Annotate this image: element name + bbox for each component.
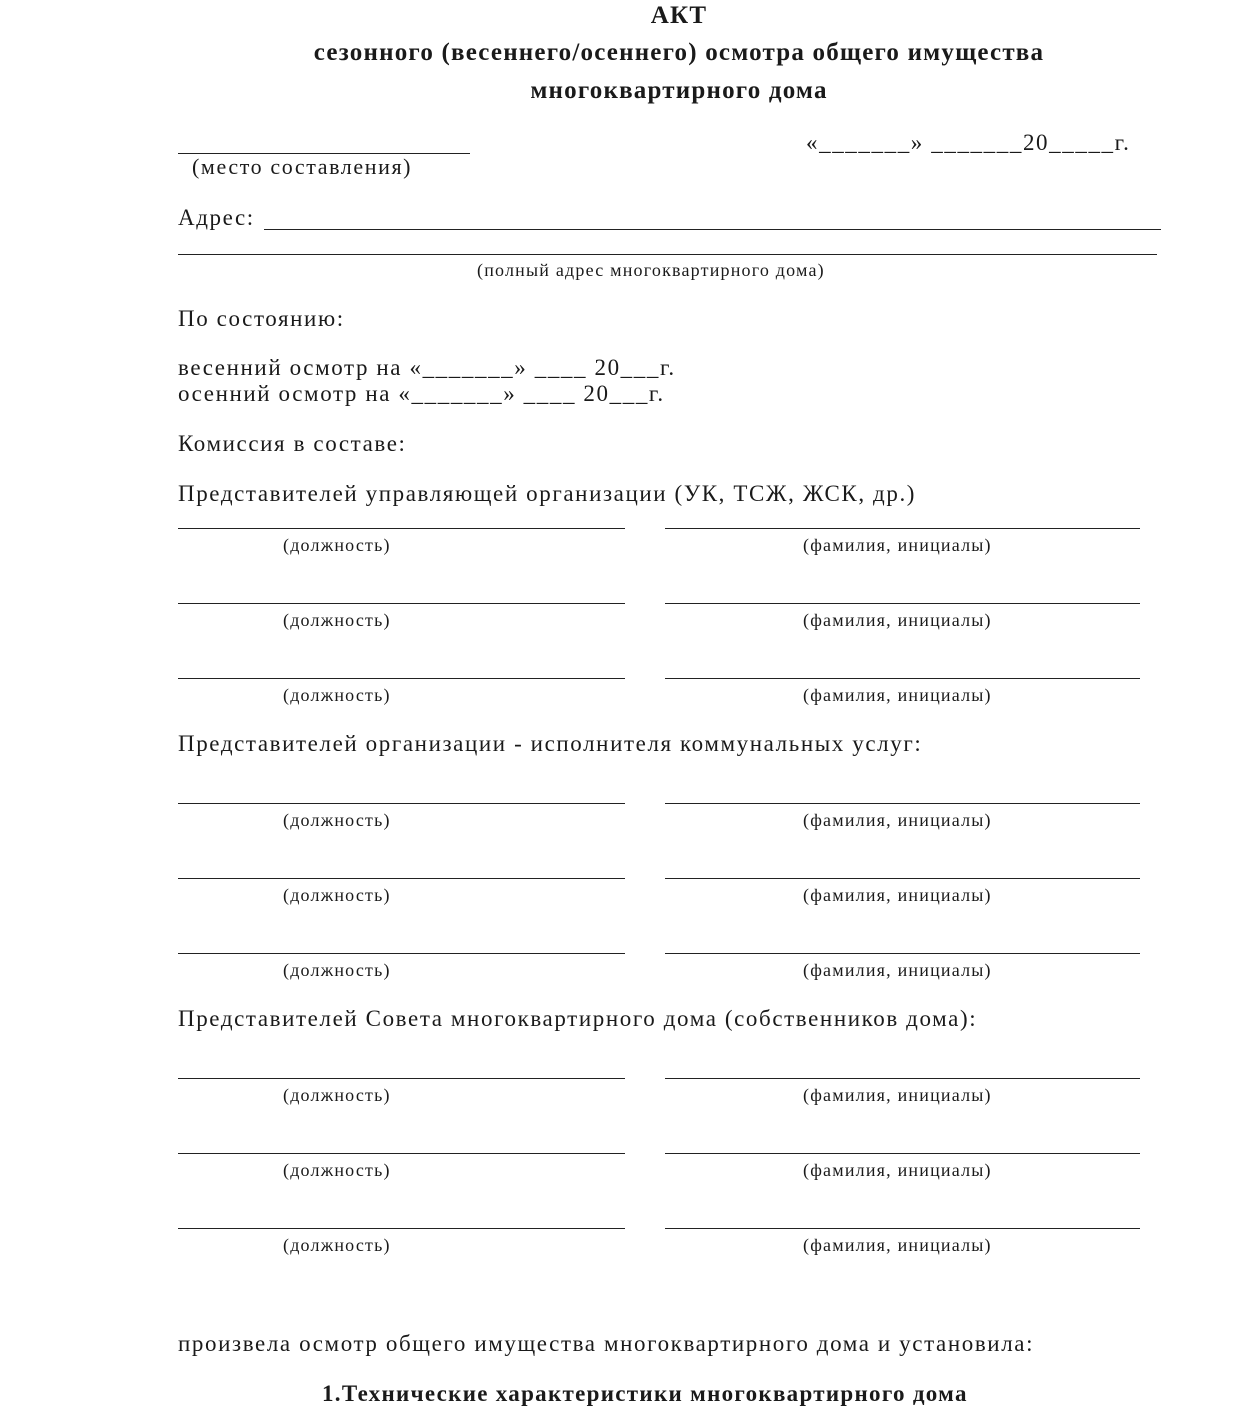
position-line <box>178 678 625 679</box>
name-caption: (фамилия, инициалы) <box>803 1235 992 1255</box>
position-line <box>178 953 625 954</box>
section-heading-1: 1.Технические характеристики многоквартирного дома <box>322 1381 968 1406</box>
place-caption: (место составления) <box>192 154 413 179</box>
position-caption: (должность) <box>283 1085 391 1105</box>
name-line <box>665 1153 1140 1154</box>
autumn-inspection: осенний осмотр на «_______» ____ 20___г. <box>178 381 665 406</box>
position-caption: (должность) <box>283 610 391 630</box>
position-line <box>178 803 625 804</box>
name-caption: (фамилия, инициалы) <box>803 960 992 980</box>
name-line <box>665 1228 1140 1229</box>
name-caption: (фамилия, инициалы) <box>803 885 992 905</box>
group-heading-council: Представителей Совета многоквартирного дома (собственников дома): <box>178 1006 978 1031</box>
position-line <box>178 603 625 604</box>
position-caption: (должность) <box>283 1235 391 1255</box>
position-line <box>178 1078 625 1079</box>
name-caption: (фамилия, инициалы) <box>803 1085 992 1105</box>
address-line-1 <box>264 229 1161 230</box>
position-caption: (должность) <box>283 810 391 830</box>
address-label: Адрес: <box>178 205 255 230</box>
name-line <box>665 1078 1140 1079</box>
position-line <box>178 878 625 879</box>
spring-inspection: весенний осмотр на «_______» ____ 20___г. <box>178 355 676 380</box>
name-line <box>665 878 1140 879</box>
name-caption: (фамилия, инициалы) <box>803 685 992 705</box>
conclusion-text: произвела осмотр общего имущества многоквартирного дома и установила: <box>178 1331 1035 1356</box>
position-caption: (должность) <box>283 1160 391 1180</box>
position-line <box>178 1153 625 1154</box>
name-caption: (фамилия, инициалы) <box>803 810 992 830</box>
group-heading-management: Представителей управляющей организации (УК, ТСЖ, ЖСК, др.) <box>178 481 917 506</box>
name-caption: (фамилия, инициалы) <box>803 1160 992 1180</box>
name-line <box>665 803 1140 804</box>
position-caption: (должность) <box>283 535 391 555</box>
document-date: «_______» _______20_____г. <box>806 130 1131 155</box>
position-line <box>178 1228 625 1229</box>
name-line <box>665 678 1140 679</box>
document-title: АКТ <box>650 2 708 29</box>
document-subtitle-line2: многоквартирного дома <box>530 77 828 104</box>
name-line <box>665 528 1140 529</box>
name-line <box>665 603 1140 604</box>
position-caption: (должность) <box>283 885 391 905</box>
state-label: По состоянию: <box>178 306 345 331</box>
name-caption: (фамилия, инициалы) <box>803 535 992 555</box>
name-line <box>665 953 1140 954</box>
position-line <box>178 528 625 529</box>
commission-label: Комиссия в составе: <box>178 431 407 456</box>
group-heading-utilities: Представителей организации - исполнителя коммунальных услуг: <box>178 731 923 756</box>
address-caption: (полный адрес многоквартирного дома) <box>477 260 825 280</box>
document-subtitle: сезонного (весеннего/осеннего) осмотра общего имущества <box>313 39 1045 66</box>
name-caption: (фамилия, инициалы) <box>803 610 992 630</box>
position-caption: (должность) <box>283 685 391 705</box>
address-line-2 <box>178 254 1157 255</box>
position-caption: (должность) <box>283 960 391 980</box>
